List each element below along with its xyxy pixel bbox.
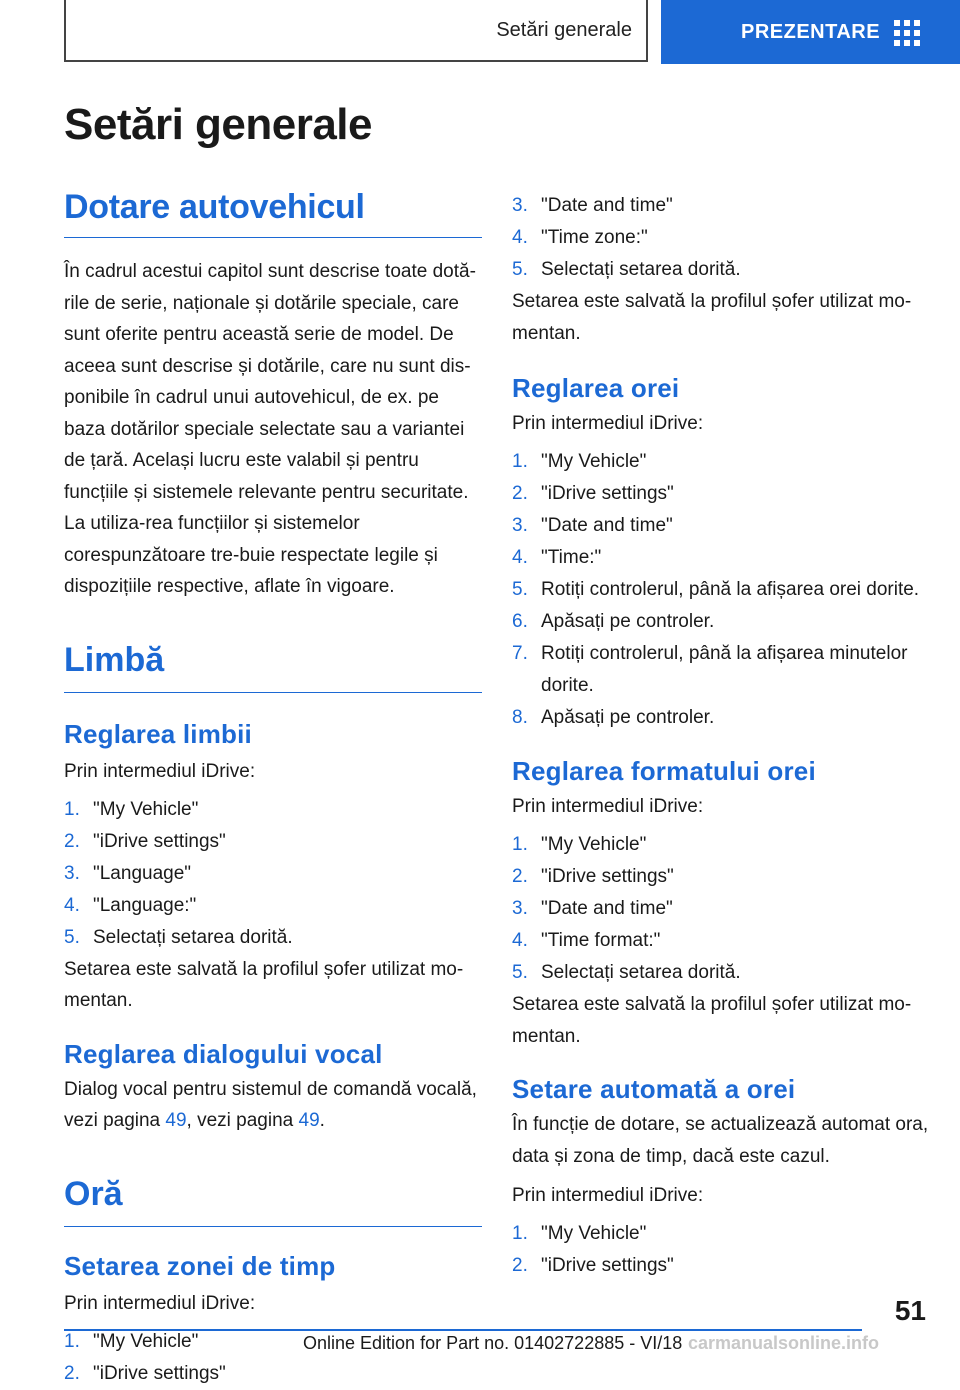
step-number: 3. <box>512 515 528 536</box>
list-item <box>64 890 482 922</box>
subheading-reglarea-limbii: Reglarea limbii <box>64 718 252 749</box>
page-link-49[interactable]: 49 <box>165 1110 187 1131</box>
step-text: "Time:" <box>541 547 602 568</box>
step-text: "My Vehicle" <box>93 798 199 820</box>
list-item <box>512 542 930 574</box>
step-number: 2. <box>64 830 80 852</box>
reglarea-limbii-note: Setarea este salvată la profilul șofer utilizat mo-mentan. <box>64 958 464 1011</box>
list-item <box>512 1218 930 1250</box>
step-number: 2. <box>64 1362 80 1384</box>
section-heading-limba: Limbă <box>64 641 482 693</box>
step-number: 3. <box>512 195 528 216</box>
header-section-tab[interactable] <box>64 0 648 62</box>
format-steps <box>512 829 930 989</box>
dialog-text-part: Dialog vocal pentru sistemul de comandă vocală, vezi pagina <box>64 1078 477 1131</box>
orei-intro: Prin intermediul iDrive: <box>512 413 704 434</box>
watermark: carmanualsonline.info <box>688 1333 880 1353</box>
step-text: Rotiți controlerul, până la afișarea minutelor dorite. <box>541 643 908 696</box>
list-item <box>512 893 930 925</box>
subheading-format-orei: Reglarea formatului orei <box>512 756 816 786</box>
orei-steps <box>512 446 930 734</box>
zona-steps-continued <box>512 190 930 286</box>
subheading-zona-timp: Setarea zonei de timp <box>64 1250 336 1281</box>
edition-note: Online Edition for Part no. 01402722885 - VI/18 <box>303 1333 683 1353</box>
page-number: 51 <box>894 1295 926 1326</box>
step-number: 1. <box>64 1330 80 1352</box>
list-item <box>512 478 930 510</box>
step-number: 4. <box>512 547 528 568</box>
auto-paragraph: În funcție de dotare, se actualizează automat ora, data și zona de timp, dacă este cazul. <box>512 1114 929 1167</box>
list-item <box>64 922 482 954</box>
format-note: Setarea este salvată la profilul șofer utilizat mo-mentan. <box>512 994 912 1047</box>
step-text: Selectați setarea dorită. <box>93 926 293 948</box>
auto-intro: Prin intermediul iDrive: <box>512 1185 704 1206</box>
subheading-reglarea-orei: Reglarea orei <box>512 373 680 403</box>
step-number: 1. <box>512 1223 528 1244</box>
page-header <box>0 0 960 66</box>
step-text: "iDrive settings" <box>541 1255 674 1276</box>
list-item <box>512 829 930 861</box>
list-item <box>512 254 930 286</box>
header-section-label: Setări generale <box>496 18 632 41</box>
step-number: 4. <box>64 894 80 916</box>
step-number: 8. <box>512 707 528 728</box>
section-heading-ora: Oră <box>64 1175 482 1227</box>
step-text: Apăsați pe controler. <box>541 611 715 632</box>
list-item <box>64 794 482 826</box>
step-number: 1. <box>64 798 80 820</box>
step-number: 1. <box>512 451 528 472</box>
left-column <box>64 188 482 1390</box>
header-chapter-tab[interactable] <box>661 0 960 64</box>
step-text: Rotiți controlerul, până la afișarea orei dorite. <box>541 579 920 600</box>
step-text: "Date and time" <box>541 515 673 536</box>
list-item <box>512 446 930 478</box>
step-text: Apăsați pe controler. <box>541 707 715 728</box>
list-item <box>512 925 930 957</box>
step-text: "My Vehicle" <box>93 1330 199 1352</box>
zona-intro: Prin intermediul iDrive: <box>64 1292 256 1314</box>
list-item <box>64 858 482 890</box>
step-number: 1. <box>512 834 528 855</box>
step-text: "My Vehicle" <box>541 451 647 472</box>
list-item <box>64 826 482 858</box>
step-text: "Language:" <box>93 894 197 916</box>
list-item <box>512 957 930 989</box>
footer-divider <box>64 1329 862 1331</box>
list-item <box>512 638 930 702</box>
page-title: Setări generale <box>64 100 372 149</box>
step-number: 4. <box>512 227 528 248</box>
auto-steps <box>512 1218 930 1282</box>
subheading-dialog-vocal: Reglarea dialogului vocal <box>64 1038 383 1069</box>
list-item <box>512 606 930 638</box>
step-text: "iDrive settings" <box>541 866 674 887</box>
list-item <box>512 1250 930 1282</box>
step-text: "My Vehicle" <box>541 834 647 855</box>
list-item <box>64 1358 482 1390</box>
step-number: 2. <box>512 866 528 887</box>
step-text: "iDrive settings" <box>93 830 226 852</box>
step-number: 2. <box>512 483 528 504</box>
step-text: "Date and time" <box>541 195 673 216</box>
list-item <box>512 861 930 893</box>
dotare-paragraph: În cadrul acestui capitol sunt descrise toate dotă-rile de serie, naționale și dotările speciale, care sunt oferite pentru această serie de model. De aceea sunt descrise și dotările, care nu sunt dis-ponibile în cadrul unui autovehicul, de ex. pe baza dotărilor speciale selectate sau a variantei de țară. Același lucru este valabil și pentru funcțiile și sistemele relevante pentru securitate. La utiliza-rea funcțiilor și sistemelor corespunzătoare tre-buie respectate legile și dispozițiile respective, aflate în vigoare. <box>64 261 476 597</box>
page-link-49[interactable]: 49 <box>298 1110 320 1131</box>
step-text: "Date and time" <box>541 898 673 919</box>
dialog-text-part: . <box>319 1110 325 1131</box>
list-item <box>512 510 930 542</box>
dialog-text-part: , vezi pagina <box>186 1110 299 1131</box>
step-number: 3. <box>512 898 528 919</box>
dialog-paragraph <box>64 1074 482 1137</box>
step-text: Selectați setarea dorită. <box>541 259 741 280</box>
step-number: 2. <box>512 1255 528 1276</box>
step-number: 3. <box>64 862 80 884</box>
step-text: Selectați setarea dorită. <box>541 962 741 983</box>
step-number: 7. <box>512 643 528 664</box>
reglarea-limbii-steps <box>64 794 482 954</box>
format-intro: Prin intermediul iDrive: <box>512 796 704 817</box>
step-number: 5. <box>512 579 528 600</box>
list-item <box>512 222 930 254</box>
step-text: "Time format:" <box>541 930 661 951</box>
list-item <box>512 190 930 222</box>
zona-note: Setarea este salvată la profilul șofer utilizat mo-mentan. <box>512 291 912 344</box>
step-number: 4. <box>512 930 528 951</box>
list-item <box>512 574 930 606</box>
section-heading-dotare: Dotare autovehicul <box>64 188 482 238</box>
step-text: "My Vehicle" <box>541 1223 647 1244</box>
step-number: 5. <box>64 926 80 948</box>
step-number: 5. <box>512 962 528 983</box>
header-chapter-label: PREZENTARE <box>741 20 881 43</box>
grid-icon[interactable] <box>894 20 920 46</box>
reglarea-limbii-intro: Prin intermediul iDrive: <box>64 760 256 782</box>
step-text: "Language" <box>93 862 192 884</box>
step-text: "iDrive settings" <box>541 483 674 504</box>
step-number: 6. <box>512 611 528 632</box>
right-column <box>512 190 930 1282</box>
step-number: 5. <box>512 259 528 280</box>
subheading-setare-automata: Setare automată a orei <box>512 1074 796 1104</box>
step-text: "Time zone:" <box>541 227 648 248</box>
list-item <box>512 702 930 734</box>
step-text: "iDrive settings" <box>93 1362 226 1384</box>
